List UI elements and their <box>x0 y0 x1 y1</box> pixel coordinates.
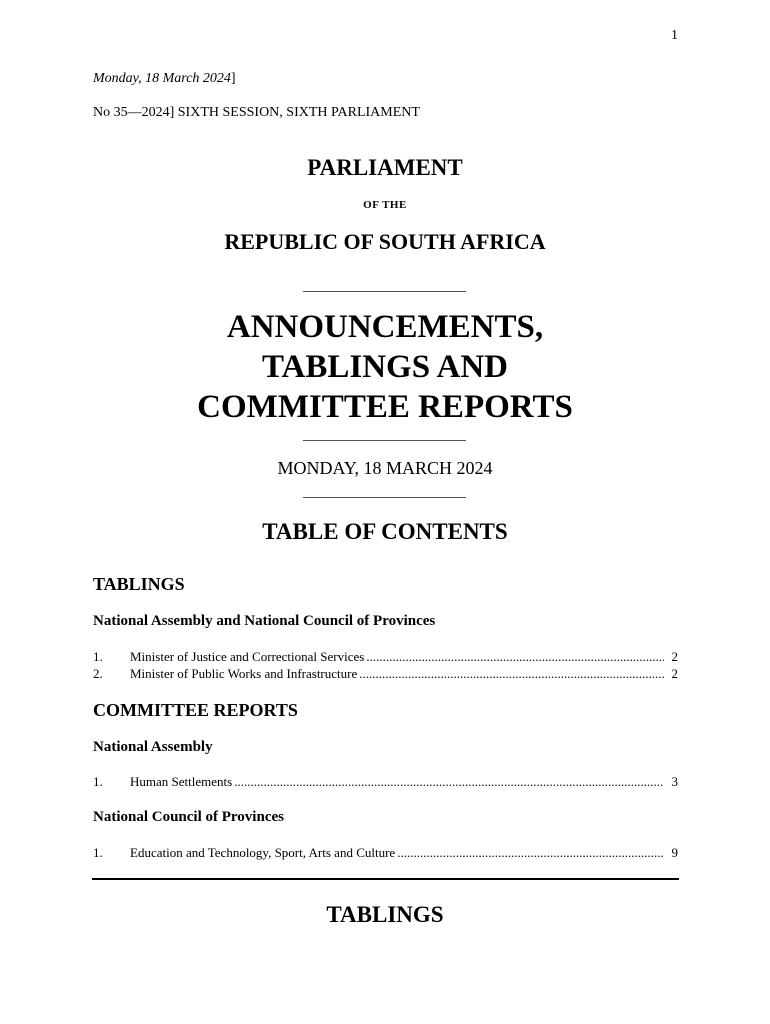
toc-entry-text: Human Settlements <box>130 774 233 789</box>
date-line <box>93 71 236 87</box>
session-line: No 35—2024] SIXTH SESSION, SIXTH PARLIAMENT <box>93 105 420 120</box>
toc-entry-text: Education and Technology, Sport, Arts and Culture <box>130 845 396 860</box>
date-line-text: Monday, 18 March 2024 <box>93 71 231 86</box>
toc-entry-page: 9 <box>671 845 678 860</box>
toc-leader-dots <box>397 845 663 861</box>
toc-ncop-subheading: National Council of Provinces <box>93 809 284 825</box>
toc-entry-page: 3 <box>671 774 678 789</box>
toc-entry[interactable] <box>93 666 678 683</box>
toc-entry-text: Minister of Public Works and Infrastructure <box>130 666 358 681</box>
toc-tablings-heading: TABLINGS <box>93 574 185 594</box>
toc-entry-page: 2 <box>671 666 678 681</box>
of-the-heading: OF THE <box>363 199 407 211</box>
date-line-bracket: ] <box>230 71 236 86</box>
toc-entry[interactable] <box>93 845 678 862</box>
toc-leader-dots <box>234 774 663 790</box>
toc-leader-dots <box>366 649 663 665</box>
toc-tablings-subheading: National Assembly and National Council of Provinces <box>93 613 436 629</box>
page-number: 1 <box>671 28 678 43</box>
toc-entry-number: 1. <box>93 845 103 860</box>
divider-rule <box>303 291 466 292</box>
republic-heading: REPUBLIC OF SOUTH AFRICA <box>224 229 546 254</box>
toc-na-subheading: National Assembly <box>93 739 213 755</box>
section-divider <box>92 878 679 880</box>
meeting-date: MONDAY, 18 MARCH 2024 <box>277 458 493 478</box>
toc-entry-text: Minister of Justice and Correctional Services <box>130 649 365 664</box>
document-title <box>0 307 770 427</box>
divider-rule <box>303 440 466 441</box>
parliament-heading: PARLIAMENT <box>307 155 463 180</box>
toc-entry[interactable] <box>93 649 678 666</box>
title-line: ANNOUNCEMENTS, <box>226 309 544 345</box>
toc-entry-number: 1. <box>93 774 103 789</box>
divider-rule <box>303 497 466 498</box>
toc-title: TABLE OF CONTENTS <box>262 519 508 544</box>
toc-leader-dots <box>359 666 663 682</box>
tablings-section-heading: TABLINGS <box>326 902 444 927</box>
toc-entry-number: 1. <box>93 649 103 664</box>
title-line: TABLINGS AND <box>261 349 509 385</box>
title-line: COMMITTEE REPORTS <box>197 389 573 425</box>
toc-committee-heading: COMMITTEE REPORTS <box>93 700 298 720</box>
toc-entry-page: 2 <box>671 649 678 664</box>
toc-entry[interactable] <box>93 774 678 791</box>
toc-entry-number: 2. <box>93 666 103 681</box>
